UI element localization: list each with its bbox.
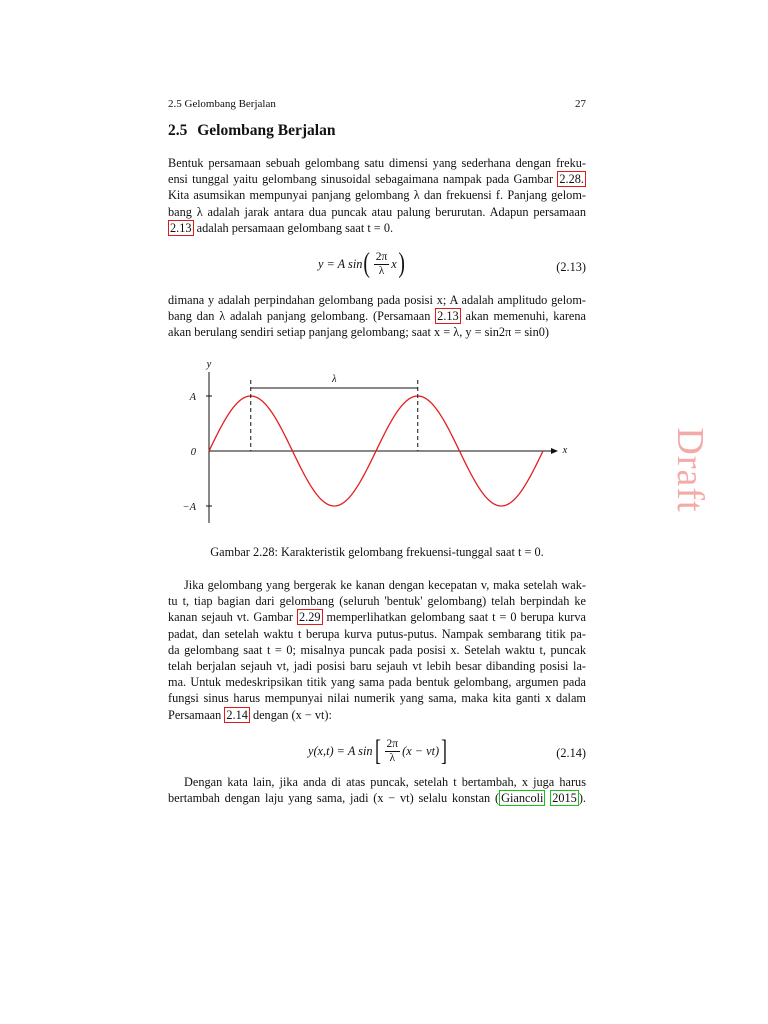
text-span: bertambah dengan laju yang sama, jadi (x − vt) selalu konstan ( (168, 791, 500, 806)
text-span: adalah persamaan gelombang saat t = 0. (193, 220, 394, 235)
equation-2-13 (168, 248, 586, 288)
text-span: dengan (x − vt): (249, 707, 332, 722)
text-line: Bentuk persamaan sebuah gelombang satu dimensi yang sederhana dengan freku- (168, 156, 586, 170)
denominator: λ (378, 264, 385, 277)
equation-reference-link[interactable]: 2.13 (170, 220, 192, 235)
argument: (x − vt) (402, 743, 440, 758)
wavelength-label: λ (331, 374, 337, 385)
text-line: telah berjalan sejauh vt, jadi posisi baru sejauh vt lebih besar dibanding posisi la- (168, 659, 586, 674)
text-line (168, 220, 586, 236)
text-span: ensi tunggal yaitu gelombang sinusoidal sebagaimana nampak pada Gambar (168, 172, 558, 187)
citation-author-link[interactable]: Giancoli (501, 791, 544, 806)
text-span: memperlihatkan gelombang saat t = 0 berupa kurva (322, 610, 586, 625)
text-line: padat, dan setelah waktu t berupa kurva putus-putus. Nampak sembarang titik pa- (168, 626, 586, 641)
text-span: ). (578, 791, 586, 806)
y-axis-label: y (206, 359, 212, 370)
text-line: bang λ adalah jarak antara dua puncak atau palung berurutan. Adapun persamaan (168, 204, 586, 219)
left-paren: ( (363, 248, 371, 279)
fraction (385, 738, 401, 765)
x-axis-label: x (562, 445, 568, 456)
equation-number: (2.13) (556, 260, 586, 274)
text-line: dimana y adalah perpindahan gelombang pada posisi x; A adalah amplitudo gelom- (168, 293, 586, 307)
tick-label-minus-A: −A (182, 502, 196, 513)
equation-number: (2.14) (556, 746, 586, 760)
figure-2-28 (168, 355, 586, 525)
paragraph-3 (168, 577, 586, 723)
right-bracket: ] (441, 734, 448, 767)
figure-reference-link[interactable]: 2.28. (559, 172, 584, 187)
paragraph-1 (168, 155, 586, 236)
equation-reference-link[interactable]: 2.13 (437, 309, 459, 324)
left-bracket: [ (374, 734, 381, 767)
wave-chart (168, 355, 586, 525)
section-title (168, 122, 335, 140)
text-line: Kita asumsikan mempunyai panjang gelombang λ dan frekuensi f. Panjang gelom- (168, 188, 586, 203)
x-axis-arrow (551, 448, 558, 454)
paragraph-2 (168, 292, 586, 341)
text-line (168, 707, 586, 723)
text-line: Jika gelombang yang bergerak ke kanan dengan kecepatan v, maka setelah wak- (184, 578, 586, 592)
text-line: fungsi sinus harus mempunyai nilai numerik yang sama, maka kita ganti x dalam (168, 691, 586, 706)
text-span: akan memenuhi, karena (460, 309, 587, 324)
text-line: tu t, tiap bagian dari gelombang (seluruh 'bentuk' gelombang) telah berpindah ke (168, 594, 586, 609)
section-number: 2.5 (168, 122, 188, 139)
denominator: λ (389, 751, 396, 764)
text-span: bang dan λ adalah panjang gelombang. (Persamaan (168, 309, 436, 324)
text-line (168, 308, 586, 324)
equation-body (308, 736, 449, 766)
equation-2-14 (168, 734, 586, 774)
text-line (168, 171, 586, 187)
running-head-section: 2.5 Gelombang Berjalan (168, 98, 276, 110)
equation-lhs: y = A sin (318, 256, 363, 271)
tick-label-0: 0 (190, 447, 196, 458)
fraction (374, 251, 390, 278)
equation-reference-link[interactable]: 2.14 (226, 707, 248, 722)
numerator: 2π (375, 250, 388, 263)
right-paren: ) (398, 248, 405, 279)
text-line (168, 609, 586, 625)
equation-body (318, 250, 406, 278)
draft-watermark: Draft (669, 427, 711, 513)
text-line: akan berulang sendiri setiap panjang gelombang; saat x = λ, y = sin2π = sin0) (168, 325, 549, 340)
text-line (168, 790, 586, 806)
figure-caption: Gambar 2.28: Karakteristik gelombang frekuensi-tunggal saat t = 0. (210, 545, 544, 559)
citation-year-link[interactable]: 2015 (552, 791, 577, 806)
text-span: kanan sejauh vt. Gambar (168, 610, 297, 625)
equation-lhs: y(x,t) = A sin (308, 743, 373, 758)
text-line: da gelombang saat t = 0; misalnya puncak pada posisi x. Setelah waktu t, puncak (168, 642, 586, 657)
page-number: 27 (575, 98, 586, 110)
section-title-text: Gelombang Berjalan (197, 122, 336, 139)
figure-reference-link[interactable]: 2.29 (298, 610, 321, 625)
tick-label-A: A (189, 392, 196, 403)
variable-x: x (391, 256, 397, 271)
text-line: ma. Untuk medeskripsikan titik yang sama pada bentuk gelombang, argumen pada (168, 675, 586, 690)
running-head (168, 98, 586, 110)
numerator: 2π (386, 737, 399, 750)
paragraph-4 (168, 774, 586, 806)
text-line: Dengan kata lain, jika anda di atas puncak, setelah t bertambah, x juga harus (184, 775, 586, 789)
text-span: Persamaan (168, 707, 225, 722)
